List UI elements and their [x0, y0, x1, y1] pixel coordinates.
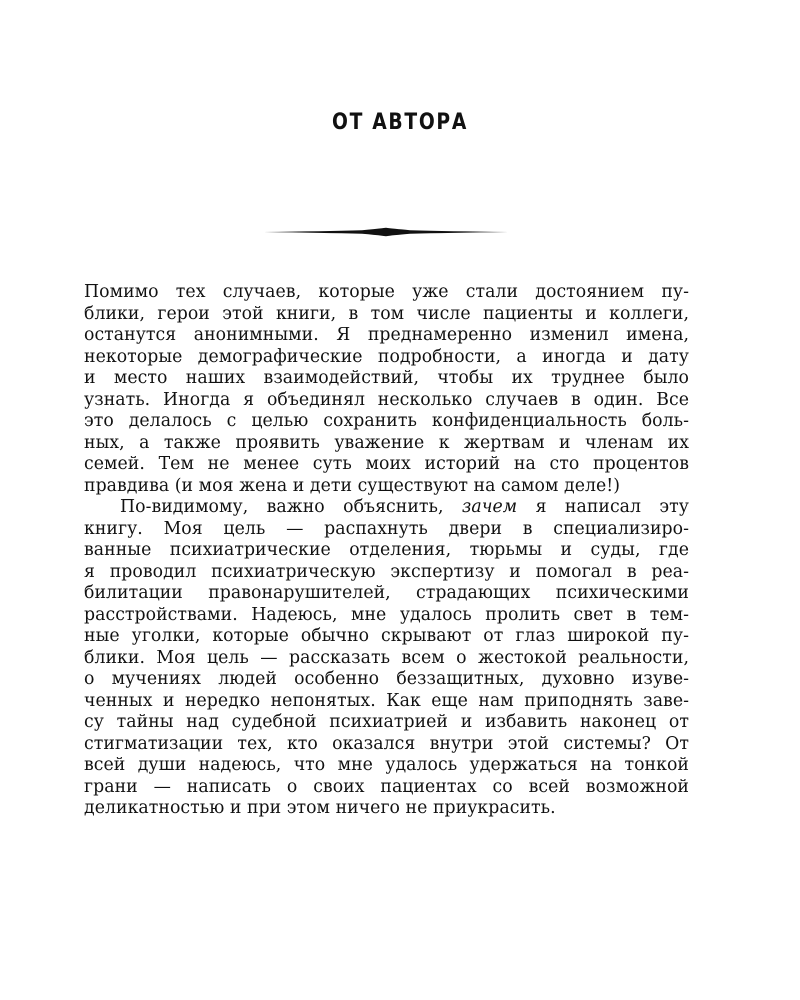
text-line: книгу. Моя цель — распахнуть двери в специализиро-	[84, 518, 689, 539]
text-line: деликатностью и при этом ничего не приукрасить.	[84, 798, 556, 818]
text-line: ванные психиатрические отделения, тюрьмы и суды, где	[84, 540, 689, 560]
text-line	[84, 497, 689, 519]
text-line: Помимо тех случаев, которые уже стали достоянием пу-	[84, 282, 689, 302]
text-line: останутся анонимными. Я преднамеренно изменил имена,	[84, 325, 689, 345]
emphasis-word: зачем	[461, 497, 518, 517]
text-line: это делалось с целью сохранить конфиденциальность боль-	[84, 411, 689, 431]
text-line: всей души надеюсь, что мне удалось удержаться на тонкой	[84, 755, 689, 775]
text-line: узнать. Иногда я объединял несколько случаев в один. Все	[84, 389, 689, 410]
text-line: правдива (и моя жена и дети существуют на самом деле!)	[84, 475, 621, 496]
text-line: расстройствами. Надеюсь, мне удалось пролить свет в тем-	[84, 604, 689, 625]
text-line: некоторые демографические подробности, а иногда и дату	[84, 346, 689, 367]
text-line: блики, герои этой книги, в том числе пациенты и коллеги,	[84, 303, 689, 324]
text-line: грани — написать о своих пациентах со всей возможной	[84, 776, 689, 797]
text-line: ных, а также проявить уважение к жертвам и членам их	[84, 432, 689, 453]
body-text	[84, 282, 689, 820]
paragraph-1	[84, 282, 689, 497]
text-line: билитации правонарушителей, страдающих психическими	[84, 583, 689, 603]
text-line: ченных и нередко непонятых. Как еще нам приподнять заве-	[84, 690, 689, 711]
chapter-title: ОТ АВТОРА	[331, 110, 469, 135]
text-line: и место наших взаимодействий, чтобы их труднее было	[84, 368, 689, 388]
text-line: блики. Моя цель — рассказать всем о жестокой реальности,	[84, 647, 689, 668]
text-line: о мучениях людей особенно беззащитных, духовно изуве-	[84, 669, 689, 689]
title-divider-ornament	[262, 226, 510, 238]
paragraph-2	[84, 497, 689, 820]
text-line: я проводил психиатрическую экспертизу и помогал в реа-	[84, 561, 689, 582]
text-line: ные уголки, которые обычно скрывают от глаз широкой пу-	[84, 626, 689, 646]
text-line: семей. Тем не менее суть моих историй на сто процентов	[84, 454, 689, 474]
text-line: стигматизации тех, кто оказался внутри этой системы? От	[84, 733, 689, 754]
text-segment: я написал эту	[517, 497, 689, 517]
text-line: су тайны над судебной психиатрией и избавить наконец от	[84, 712, 689, 732]
text-segment: По-видимому, важно объяснить,	[120, 497, 462, 517]
